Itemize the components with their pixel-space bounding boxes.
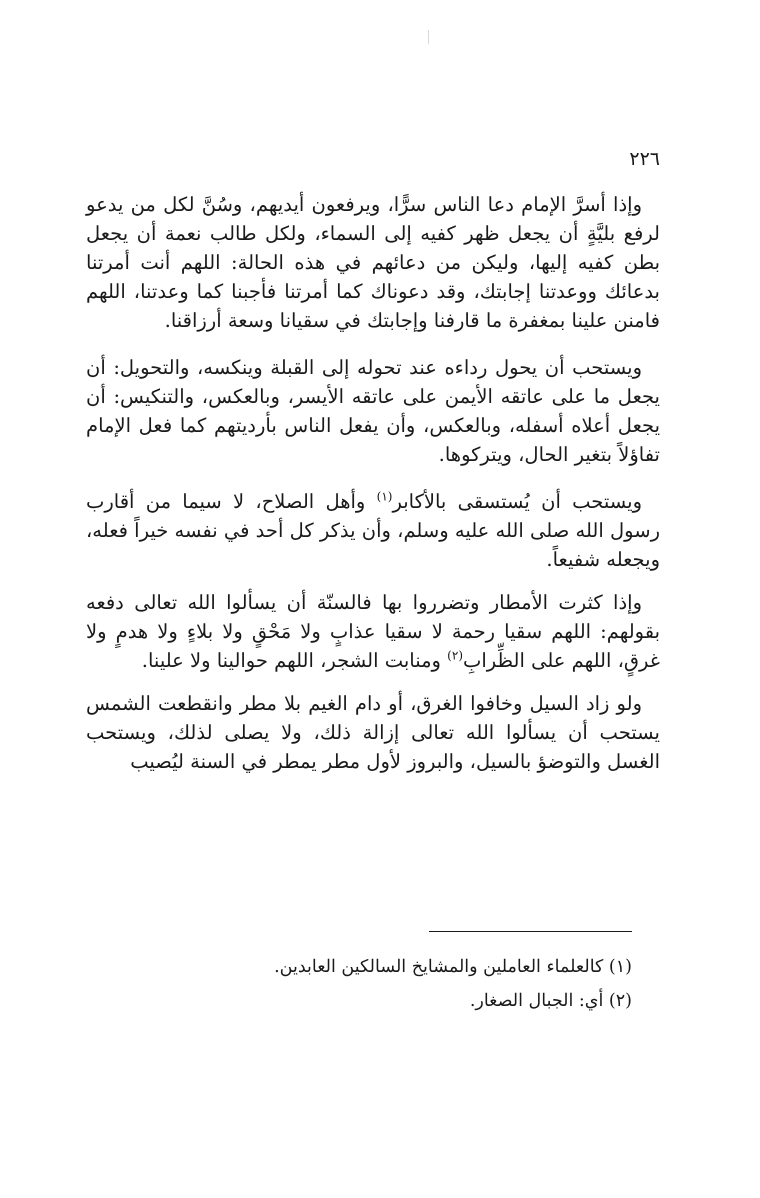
footnotes bbox=[132, 950, 632, 1018]
paragraph-text: ويستحب أن يُستسقى بالأكابر bbox=[392, 490, 642, 513]
paragraph-flood: ولو زاد السيل وخافوا الغرق، أو دام الغيم بلا مطر وانقطعت الشمس يستحب أن يسألوا الله تعالى إزالة ذلك، ولا يصلى لذلك، ويستحب الغسل والتوضؤ بالسيل، والبروز لأول مطر يمطر في السنة ليُصيب bbox=[86, 692, 660, 773]
paragraph-excess-rain bbox=[86, 588, 660, 675]
footnote-ref-1: (١) bbox=[376, 489, 393, 504]
footnote-ref-2: (٢) bbox=[447, 648, 463, 663]
paragraph-text: ومنابت الشجر، اللهم حوالينا ولا علينا. bbox=[141, 649, 448, 672]
paragraph-text: وأهل الصلاح، لا سيما من أقارب رسول الله صلى الله عليه وسلم، وأن يذكر كل أحد في نفسه خيراً فعله، ويجعله شفيعاً. bbox=[86, 490, 660, 571]
scan-mark bbox=[428, 30, 429, 44]
paragraph-intercession bbox=[86, 487, 660, 574]
footnote-1: (١) كالعلماء العاملين والمشايخ السالكين العابدين. bbox=[274, 957, 632, 977]
paragraph-text: وإذا كثرت الأمطار وتضرروا بها فالسنّة أن يسألوا الله تعالى دفعه بقولهم: اللهم سقيا رحمة لا سقيا عذابٍ ولا مَحْقٍ ولا بلاءٍ ولا هدمٍ ولا غرقٍ، اللهم على الظِّرابِ bbox=[86, 591, 660, 672]
paragraph-cloak-turning: ويستحب أن يحول رداءه عند تحوله إلى القبلة وينكسه، والتحويل: أن يجعل ما على عاتقه الأيمن على عاتقه الأيسر، وبالعكس، والتنكيس: أن يجعل أعلاه أسفله، وبالعكس، وأن يفعل الناس بأرديتهم كما فعل الإمام تفاؤلاً بتغير الحال، ويتركوها. bbox=[86, 356, 660, 466]
footnote-2: (٢) أي: الجبال الصغار. bbox=[469, 991, 632, 1011]
main-text bbox=[86, 190, 660, 794]
paragraph-raising-hands: وإذا أسرَّ الإمام دعا الناس سرًّا، ويرفعون أيديهم، وسُنَّ لكل من يدعو لرفع بليَّةٍ أن يجعل ظهر كفيه إلى السماء، ولكل طالب نعمة أن يجعل بطن كفيه إليها، وليكن من دعائهم في هذه الحالة: اللهم أنت أمرتنا بدعائك ووعدتنا إجابتك، وقد دعوناك كما أمرتنا فأجبنا كما وعدتنا، اللهم فامنن علينا بمغفرة ما قارفنا وإجابتك في سقيانا وسعة أرزاقنا. bbox=[86, 193, 660, 332]
footnote-separator bbox=[429, 931, 632, 932]
page-number: ٢٢٦ bbox=[629, 148, 660, 170]
